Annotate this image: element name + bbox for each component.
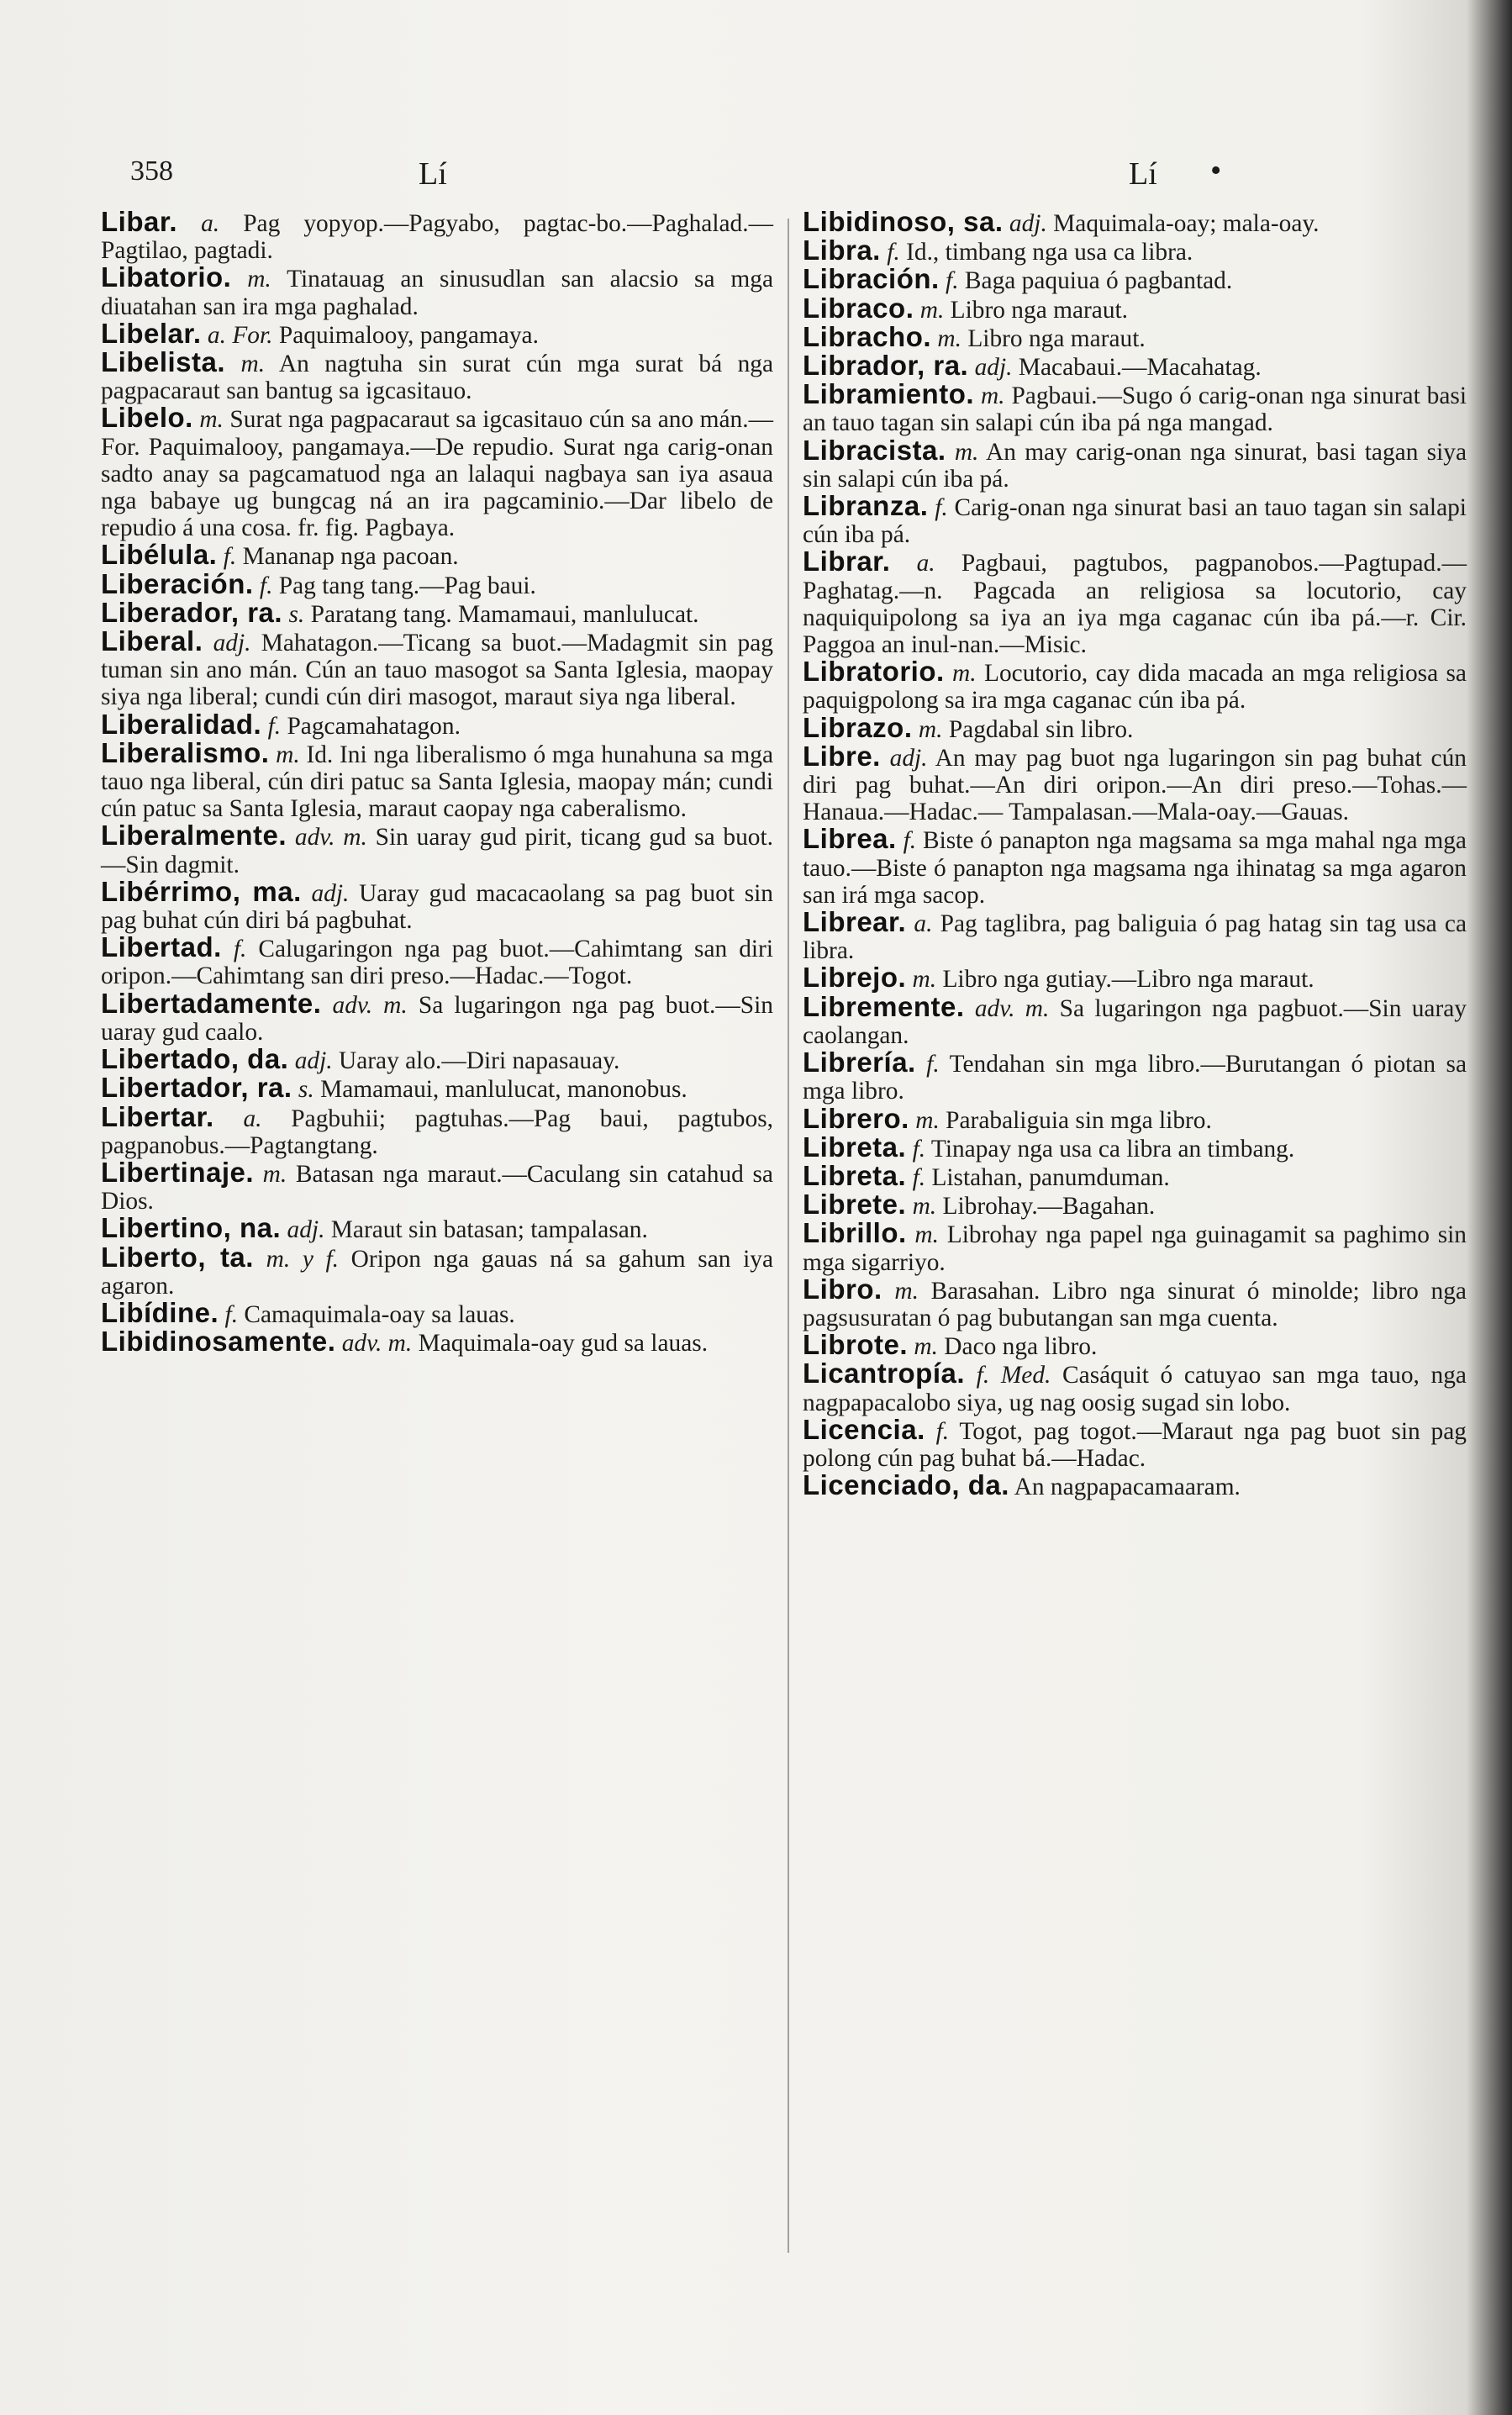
definition: Sin uaray gud pirit, ticang gud sa buot.—Sin dagmit. xyxy=(101,824,773,878)
dictionary-entry xyxy=(803,237,1467,266)
grammar-label: s. xyxy=(298,1076,314,1104)
grammar-label: adj. xyxy=(1009,210,1047,237)
headword: Libertadamente. xyxy=(101,987,322,1019)
dictionary-entry xyxy=(101,1296,773,1328)
grammar-label: f. xyxy=(224,1300,239,1328)
dictionary-entry xyxy=(803,320,1467,352)
definition: Librohay.—Bagahan. xyxy=(942,1193,1156,1221)
grammar-label: f. xyxy=(935,1417,950,1445)
headword: Libraco. xyxy=(803,292,914,324)
headword: Licencia. xyxy=(803,1413,925,1445)
grammar-label: f. xyxy=(912,1163,926,1191)
definition: Camaquimala-oay sa lauas. xyxy=(244,1300,515,1328)
definition: Locutorio, cay dida macada an mga religiosa sa paquigpolong sa ira mga caganac cún iba pá. xyxy=(803,660,1467,714)
grammar-label: m. xyxy=(894,1277,919,1305)
headword: Librear. xyxy=(803,906,907,938)
grammar-label: a. xyxy=(914,910,933,938)
headword: Libelar. xyxy=(101,317,202,349)
dictionary-entry xyxy=(803,378,1467,437)
dictionary-entry xyxy=(101,875,773,935)
grammar-label: f. xyxy=(935,494,948,522)
definition: Pagcamahatagon. xyxy=(287,712,461,740)
grammar-label: f. Med. xyxy=(976,1362,1051,1389)
dictionary-entry xyxy=(803,352,1467,381)
dictionary-entry xyxy=(803,740,1467,826)
headword: Libertinaje. xyxy=(101,1156,255,1188)
right-column xyxy=(803,208,1467,1500)
grammar-label: m. xyxy=(914,1221,939,1249)
headword: Librejo. xyxy=(803,962,907,994)
definition: Sa lugaringon nga pag buot.—Sin uaray gud caalo. xyxy=(101,991,773,1046)
dictionary-entry xyxy=(101,317,773,349)
grammar-label: f. xyxy=(926,1051,940,1078)
headword: Librote. xyxy=(803,1329,908,1361)
headword: Librero. xyxy=(803,1102,909,1134)
dictionary-entry xyxy=(101,1156,773,1215)
dictionary-entry xyxy=(803,490,1467,549)
guide-word-left: Lí xyxy=(419,156,447,192)
grammar-label: m. xyxy=(915,1106,940,1134)
definition: An nagtuha sin surat cún mga surat bá nga pagpacaraut san bantug sa igcasitauo. xyxy=(101,351,773,405)
definition: Id. Ini nga liberalismo ó mga hunahuna sa mga tauo nga liberal, cún diri patuc sa Santa Iglesia, maopay mán; cundi cún patuc sa Santa Iglesia, maraut caopay nga caberalismo. xyxy=(101,741,773,823)
headword: Librar. xyxy=(803,546,891,577)
definition: Parabaliguia sin mga libro. xyxy=(946,1106,1212,1134)
grammar-label: m. xyxy=(918,715,943,743)
headword: Librea. xyxy=(803,823,897,855)
headword: Libídine. xyxy=(101,1296,219,1328)
headword: Libelista. xyxy=(101,346,226,378)
definition: Pag taglibra, pag baliguia ó pag hatag sin tag usa ca libra. xyxy=(803,910,1467,965)
dictionary-entry xyxy=(803,825,1467,909)
definition: Pag tang tang.—Pag baui. xyxy=(278,572,536,599)
definition: Barasahan. Libro nga sinurat ó minolde; libro nga pagsusuratan ó pag bubutangan san mga cuenta. xyxy=(803,1277,1467,1331)
definition: Librohay nga papel nga guinagamit sa paghimo sin mga sigarriyo. xyxy=(803,1221,1467,1276)
dictionary-entry xyxy=(803,964,1467,993)
dictionary-entry xyxy=(101,1074,773,1103)
definition: An nagpapacamaaram. xyxy=(1014,1474,1241,1501)
headword: Librería. xyxy=(803,1047,916,1078)
dictionary-entry xyxy=(101,596,773,628)
definition: Tinatauag an sinusudlan san alacsio sa mga diuatahan san ira mga paghalad. xyxy=(101,266,773,320)
dictionary-entry xyxy=(101,736,773,823)
headword: Libélula. xyxy=(101,539,218,571)
dictionary-entry xyxy=(101,541,773,570)
running-header xyxy=(0,153,1512,198)
headword: Libracista. xyxy=(803,434,946,466)
headword: Libración. xyxy=(803,263,940,295)
grammar-label: m. xyxy=(199,406,224,434)
grammar-label: a. xyxy=(201,210,220,237)
grammar-label: adj. xyxy=(294,1047,333,1075)
grammar-label: f. xyxy=(259,572,273,599)
dictionary-entry xyxy=(101,1212,773,1244)
left-column xyxy=(101,208,773,1357)
dictionary-entry xyxy=(803,208,1467,237)
definition: Sa lugaringon nga pagbuot.—Sin uaray caolangan. xyxy=(803,994,1467,1049)
definition: Pagbaui, pagtubos, pagpanobos.—Pagtupad.—Paghatag.—n. Pagcada an religiosa sa locutorio, cay naquiquipolong sa iya an iya mga caganac cún iba pá.—r. Cir. Paggoa an inul-nan.—Misic. xyxy=(803,550,1467,659)
definition: Calugaringon nga pag buot.—Cahimtang san diri oripon.—Cahimtang san diri preso.—Hadac.—Togot. xyxy=(101,936,774,990)
definition: Uaray alo.—Diri napasauay. xyxy=(338,1047,620,1075)
dictionary-entry xyxy=(803,263,1467,295)
dictionary-entry xyxy=(803,1131,1467,1163)
headword: Libertado, da. xyxy=(101,1043,289,1075)
grammar-label: adv. m. xyxy=(294,824,367,852)
grammar-label: f. xyxy=(233,936,247,963)
definition: Carig-onan nga sinurat basi an tauo tagan sin salapi cún iba pá. xyxy=(803,494,1467,549)
headword: Libranza. xyxy=(803,490,929,522)
grammar-label: adv. m. xyxy=(341,1330,413,1358)
grammar-label: a. For. xyxy=(207,321,273,349)
headword: Libérrimo, ma. xyxy=(101,875,302,907)
grammar-label: m. xyxy=(952,660,977,688)
dictionary-entry xyxy=(803,1469,1467,1501)
grammar-label: f. xyxy=(223,543,237,571)
definition: Listahan, panumduman. xyxy=(931,1163,1170,1191)
column-divider xyxy=(788,219,789,2253)
headword: Libertar. xyxy=(101,1100,214,1132)
grammar-label: m. xyxy=(919,296,945,324)
headword: Libatorio. xyxy=(101,261,232,293)
definition: Surat nga pagpacaraut sa igcasitauo cún sa ano mán.—For. Paquimalooy, pangamaya.—De repudio. Surat nga carig-onan sadto anay sa pagcamatuod nga an lalaqui nagbaya san iya asaua nga babaye ug bungcag ná an ira pagcaminio.—Dar libelo de repudio á una cosa. fr. fig. Pagbaya. xyxy=(101,406,773,542)
definition: Pagbaui.—Sugo ó carig-onan nga sinurat basi an tauo tagan sin salapi cún iba pá nga mangad. xyxy=(803,382,1467,437)
definition: Tinapay nga usa ca libra an timbang. xyxy=(930,1135,1295,1163)
definition: Batasan nga maraut.—Caculang sin catahud sa Dios. xyxy=(101,1160,773,1215)
headword: Liberación. xyxy=(101,567,254,599)
grammar-label: m. xyxy=(937,324,961,352)
headword: Licenciado, da. xyxy=(803,1469,1009,1501)
headword: Libertad. xyxy=(101,931,222,963)
headword: Libremente. xyxy=(803,990,965,1022)
definition: Paratang tang. Mamamaui, manlulucat. xyxy=(310,600,699,628)
definition: An may pag buot nga lugaringon sin pag buhat cún diri pag buhat.—An diri oripon.—An diri preso.—Tohas.—Hanaua.—Hadac.— Tampalasan.—Mala-oay.—Gauas. xyxy=(803,744,1467,826)
grammar-label: m. xyxy=(912,1193,937,1221)
headword: Liberalismo. xyxy=(101,736,270,768)
grammar-label: m. xyxy=(954,438,979,466)
headword: Libracho. xyxy=(803,320,932,352)
headword: Libertador, ra. xyxy=(101,1072,292,1104)
headword: Libreta. xyxy=(803,1159,907,1191)
grammar-label: adv. m. xyxy=(974,994,1050,1022)
definition: Togot, pag togot.—Maraut nga pag buot sin pag polong cún pag buhat bá.—Hadac. xyxy=(803,1417,1467,1472)
definition: Mamamaui, manlulucat, manonobus. xyxy=(320,1076,688,1104)
grammar-label: adj. xyxy=(213,630,251,657)
definition: Baga paquiua ó pagbantad. xyxy=(964,267,1233,295)
headword: Liberto, ta. xyxy=(101,1241,254,1273)
definition: Maquimala-oay; mala-oay. xyxy=(1053,210,1320,237)
headword: Libre. xyxy=(803,740,881,772)
dictionary-entry xyxy=(101,987,773,1046)
dictionary-entry xyxy=(803,711,1467,743)
definition: Pag yopyop.—Pagyabo, pagtac-bo.—Paghalad.—Pagtilao, pagtadi. xyxy=(101,210,773,265)
definition: Libro nga maraut. xyxy=(967,324,1146,352)
definition: Paquimalooy, pangamaya. xyxy=(278,321,539,349)
dictionary-entry xyxy=(101,404,773,541)
dictionary-entry xyxy=(803,1159,1467,1191)
definition: Maraut sin batasan; tampalasan. xyxy=(330,1216,648,1244)
headword: Librazo. xyxy=(803,711,913,743)
definition: Daco nga libro. xyxy=(944,1333,1098,1361)
headword: Libar. xyxy=(101,206,178,237)
dictionary-entry xyxy=(803,1413,1467,1472)
dictionary-entry xyxy=(803,1217,1467,1276)
definition: Libro nga gutiay.—Libro nga maraut. xyxy=(942,966,1314,994)
dictionary-entry xyxy=(101,1043,773,1075)
grammar-label: m. xyxy=(912,966,937,994)
headword: Liberalmente. xyxy=(101,820,287,852)
headword: Libra. xyxy=(803,235,881,266)
dictionary-entry xyxy=(803,658,1467,714)
headword: Libidinoso, sa. xyxy=(803,206,1004,237)
definition: Pagdabal sin libro. xyxy=(948,715,1134,743)
dictionary-entry xyxy=(101,261,773,320)
grammar-label: m. xyxy=(247,266,271,293)
definition: Casáquit ó catuyao san mga tauo, nga nagpapacalobo siya, ug nag oosig sugad sin lobo. xyxy=(803,1362,1467,1416)
headword: Librador, ra. xyxy=(803,350,969,382)
definition: Maquimala-oay gud sa lauas. xyxy=(418,1330,709,1358)
grammar-label: m. xyxy=(980,382,1005,410)
grammar-label: adj. xyxy=(287,1216,325,1244)
dictionary-entry xyxy=(803,1102,1467,1134)
definition: Mananap nga pacoan. xyxy=(242,543,459,571)
grammar-label: f. xyxy=(903,827,917,855)
grammar-label: m. xyxy=(262,1160,287,1188)
dictionary-entry xyxy=(803,1191,1467,1220)
dictionary-entry xyxy=(101,208,773,264)
headword: Librete. xyxy=(803,1189,907,1221)
dictionary-entry xyxy=(803,1331,1467,1360)
definition: Uaray gud macacaolang sa pag buot sin pag buhat cún diri bá pagbuhat. xyxy=(101,879,773,935)
dictionary-entry xyxy=(101,708,773,740)
definition: Oripon nga gauas ná sa gahum san iya agaron. xyxy=(101,1245,773,1300)
header-dot: • xyxy=(1210,153,1222,188)
definition: Libro nga maraut. xyxy=(950,296,1129,324)
dictionary-entry xyxy=(803,1273,1467,1331)
grammar-label: s. xyxy=(288,600,305,628)
definition: Mahatagon.—Ticang sa buot.—Madagmit sin pag tuman sin ano mán. Cún an tauo masogot sa Santa Iglesia, maopay siya nga liberal; cundi cún diri masogot, maraut siya nga liberal. xyxy=(101,630,773,711)
page-number: 358 xyxy=(130,156,173,187)
headword: Libertino, na. xyxy=(101,1212,282,1244)
headword: Liberal. xyxy=(101,625,203,657)
dictionary-entry xyxy=(101,625,773,711)
headword: Libreta. xyxy=(803,1131,907,1163)
headword: Libramiento. xyxy=(803,378,975,410)
grammar-label: m. xyxy=(914,1333,938,1361)
headword: Liberador, ra. xyxy=(101,596,283,628)
definition: Macabaui.—Macahatag. xyxy=(1018,354,1262,382)
dictionary-entry xyxy=(803,292,1467,324)
dictionary-entry xyxy=(101,822,773,878)
definition: Biste ó panapton nga magsama sa mga mahal nga mga tauo.—Biste ó panapton nga magsama nga ihinatag sa mga agaron san irá mga sacop. xyxy=(803,827,1467,909)
definition: Tendahan sin mga libro.—Burutangan ó piotan sa mga libro. xyxy=(803,1051,1467,1105)
grammar-label: adj. xyxy=(311,879,350,907)
grammar-label: adv. m. xyxy=(332,991,408,1019)
dictionary-entry xyxy=(803,990,1467,1049)
grammar-label: m. xyxy=(276,741,300,768)
dictionary-entry xyxy=(803,548,1467,658)
grammar-label: a. xyxy=(243,1105,262,1132)
dictionary-entry xyxy=(101,567,773,599)
headword: Liberalidad. xyxy=(101,708,262,740)
guide-word-right: Lí xyxy=(1129,156,1157,192)
grammar-label: adj. xyxy=(974,354,1013,382)
dictionary-entry xyxy=(803,906,1467,965)
dictionary-entry xyxy=(803,1360,1467,1416)
dictionary-entry xyxy=(803,434,1467,493)
grammar-label: f. xyxy=(887,239,900,266)
grammar-label: adj. xyxy=(889,744,928,772)
dictionary-entry xyxy=(101,931,774,990)
definition: Pagbuhii; pagtuhas.—Pag baui, pagtubos, pagpanobus.—Pagtangtang. xyxy=(101,1105,773,1159)
definition: Id., timbang nga usa ca libra. xyxy=(906,239,1193,266)
headword: Librillo. xyxy=(803,1217,907,1249)
definition: An may carig-onan nga sinurat, basi tagan siya sin salapi cún iba pá. xyxy=(803,438,1467,493)
grammar-label: a. xyxy=(916,550,935,577)
dictionary-entry xyxy=(101,1328,773,1357)
dictionary-entry xyxy=(101,1241,773,1300)
headword: Libidinosamente. xyxy=(101,1326,336,1358)
dictionary-entry xyxy=(101,1100,773,1159)
headword: Libratorio. xyxy=(803,656,945,688)
headword: Libro. xyxy=(803,1273,882,1305)
grammar-label: f. xyxy=(946,267,959,295)
dictionary-entry xyxy=(101,346,773,405)
grammar-label: m. y f. xyxy=(266,1245,340,1273)
dictionary-entry xyxy=(803,1049,1467,1105)
headword: Libelo. xyxy=(101,402,193,434)
grammar-label: m. xyxy=(240,351,266,378)
grammar-label: f. xyxy=(912,1135,926,1163)
grammar-label: f. xyxy=(267,712,282,740)
headword: Licantropía. xyxy=(803,1358,966,1389)
